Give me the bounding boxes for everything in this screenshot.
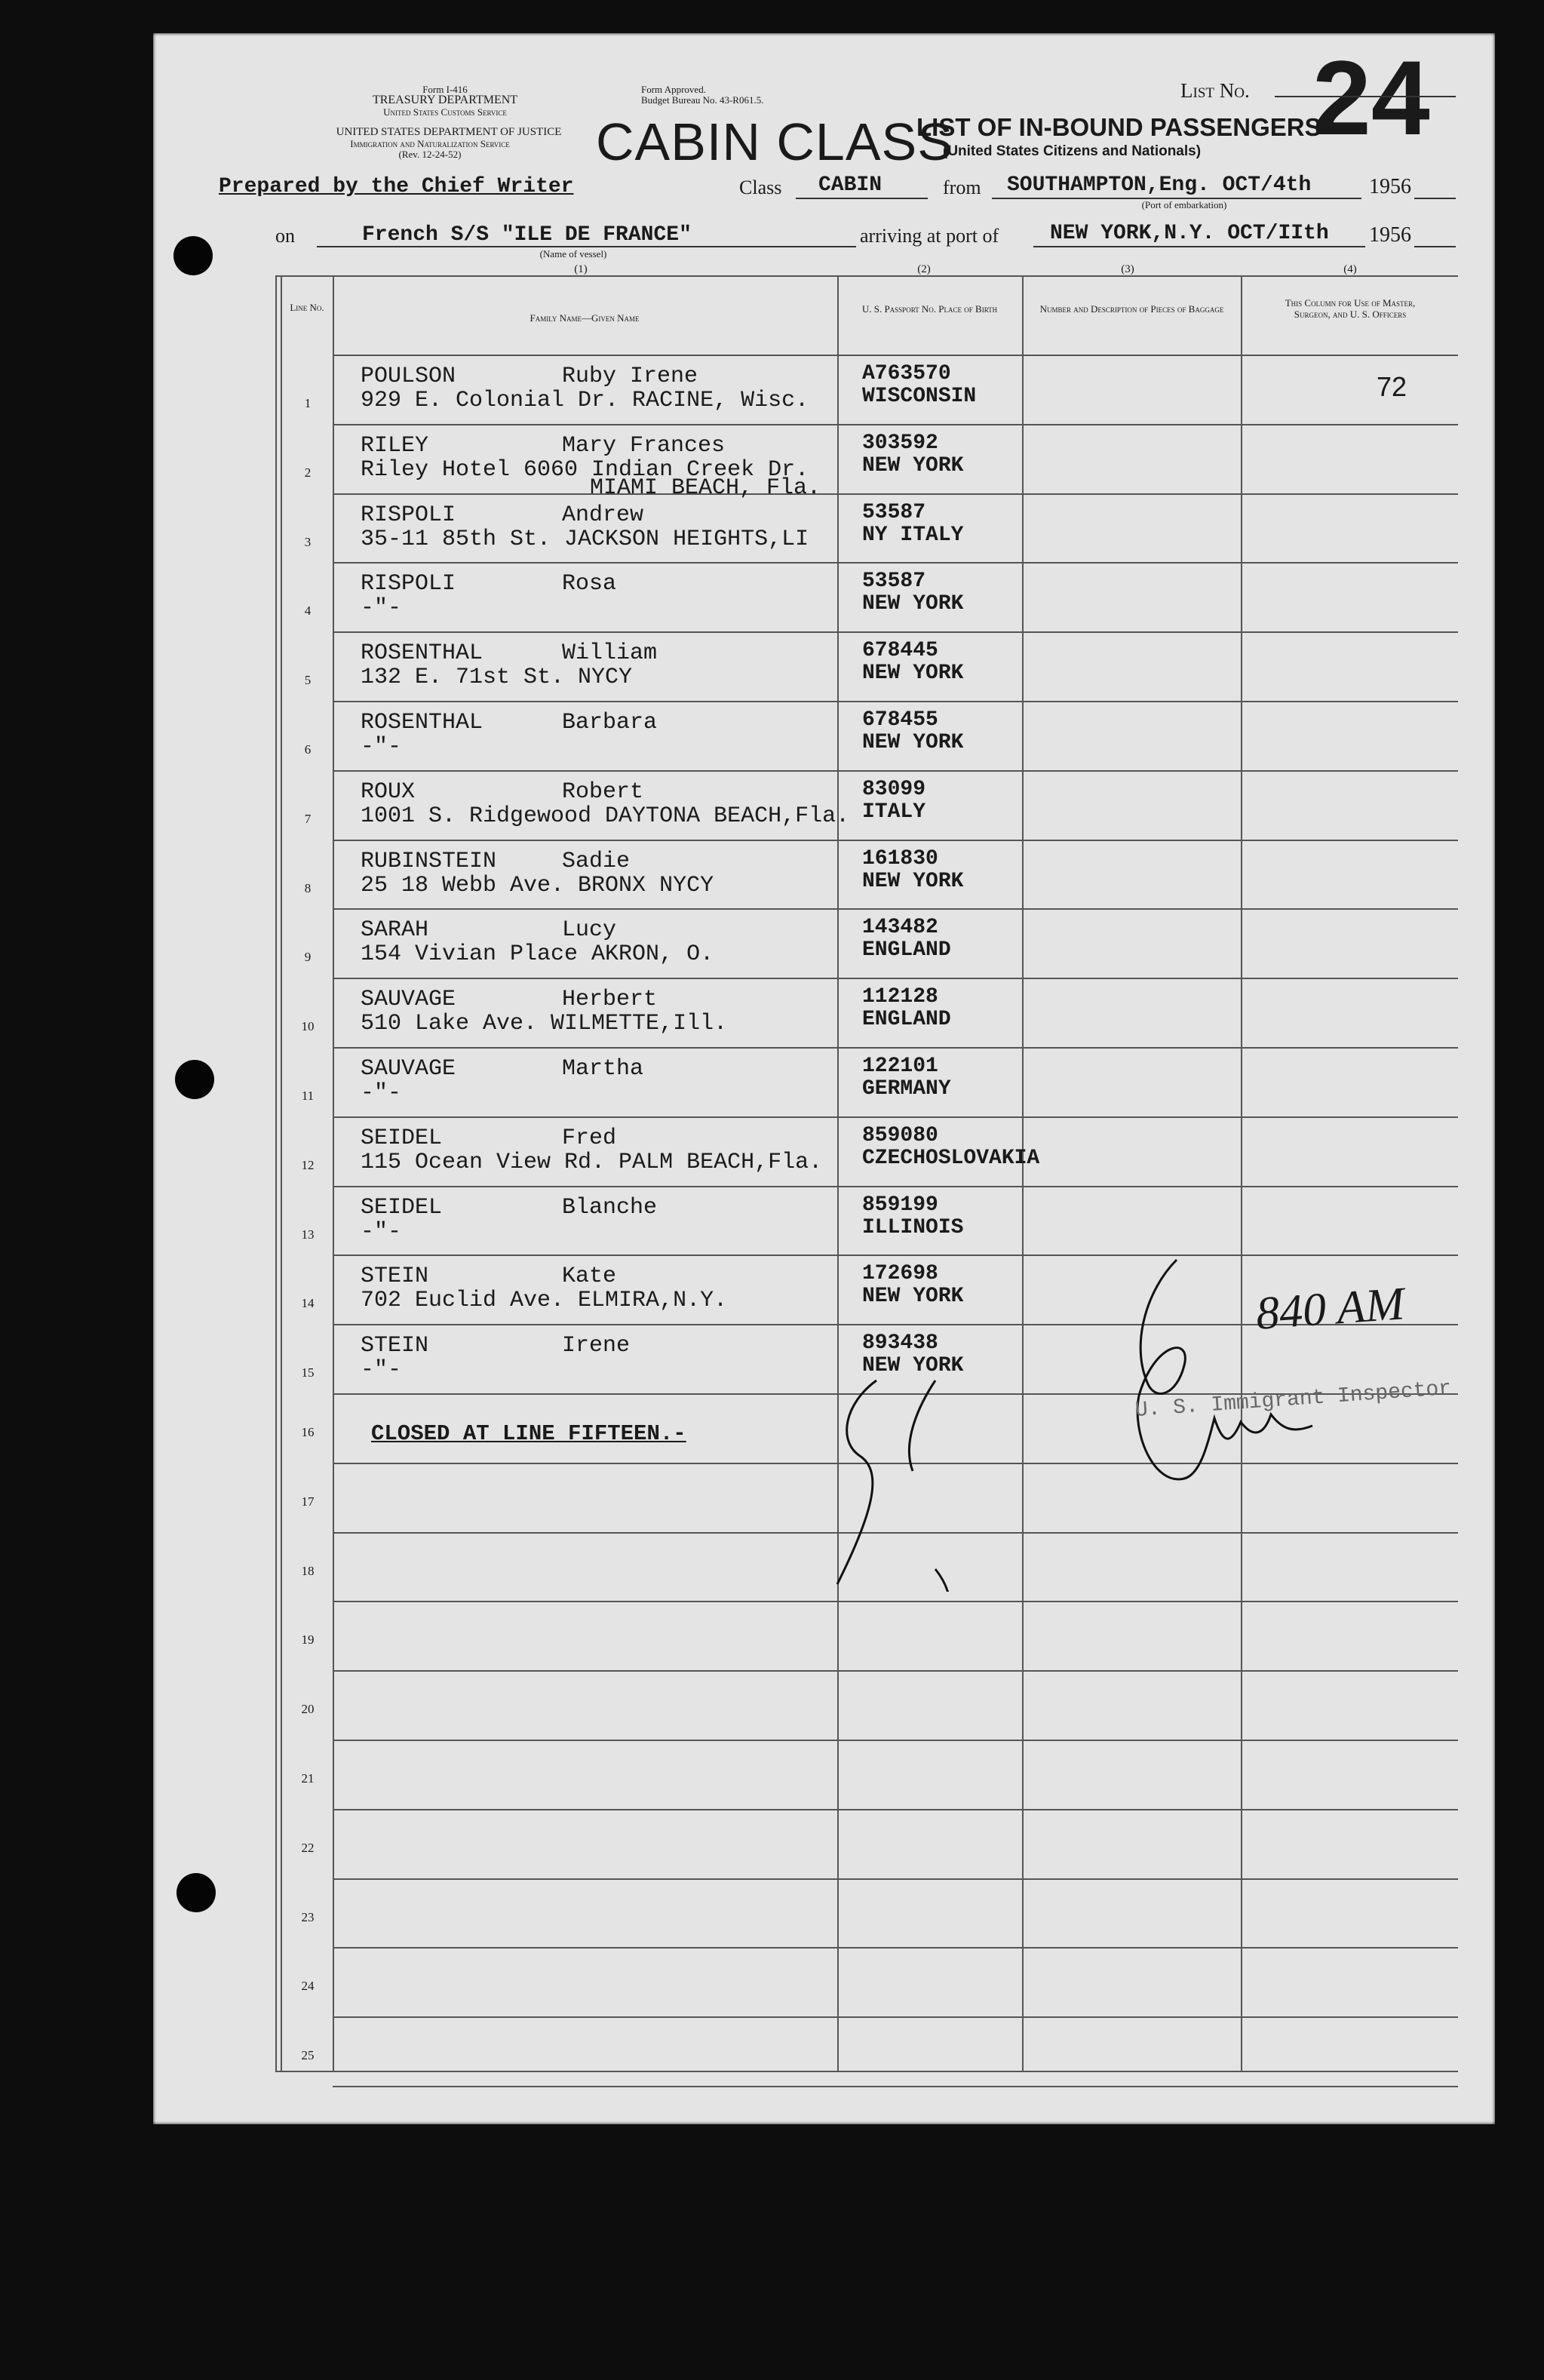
row-line <box>333 1809 1458 1810</box>
line-number: 5 <box>304 673 312 688</box>
family-name: RISPOLI <box>361 571 456 597</box>
place-of-birth: WISCONSIN <box>862 385 977 408</box>
line-number: 11 <box>301 1089 315 1103</box>
inspector-stamp: U. S. Immigrant Inspector <box>1134 1377 1453 1423</box>
col-divider-name <box>837 275 839 2071</box>
address: 510 Lake Ave. WILMETTE,Ill. <box>361 1011 728 1037</box>
line-number: 12 <box>301 1157 315 1172</box>
line-number: 17 <box>301 1494 315 1509</box>
list-title: LIST OF IN-BOUND PASSENGERS <box>916 113 1321 141</box>
line-number: 19 <box>301 1632 315 1648</box>
signature-mark <box>909 1380 935 1471</box>
row-line <box>333 424 1458 425</box>
row-line <box>333 1670 1458 1672</box>
passport-number: 678455 <box>862 708 938 732</box>
given-name: Mary Frances <box>562 432 726 459</box>
passport-number: 893438 <box>862 1331 938 1356</box>
address: 1001 S. Ridgewood DAYTONA BEACH,Fla. <box>361 803 850 829</box>
given-name: Kate <box>562 1264 617 1290</box>
col-divider-passport <box>1022 275 1024 2071</box>
place-of-birth: NEW YORK <box>862 662 964 686</box>
address: 929 E. Colonial Dr. RACINE, Wisc. <box>361 388 809 413</box>
family-name: SAUVAGE <box>361 987 456 1013</box>
table-bottom-border <box>275 2071 1458 2072</box>
family-name: ROSENTHAL <box>361 640 483 667</box>
check-mark <box>837 1380 876 1584</box>
place-of-birth: NY ITALY <box>862 523 964 547</box>
given-name: Barbara <box>562 710 658 735</box>
table-left-border-inner <box>281 275 282 2071</box>
row-line <box>333 1878 1458 1880</box>
budget-bureau: Budget Bureau No. 43-R061.5. <box>641 94 764 106</box>
row-line <box>333 1186 1458 1187</box>
class-line <box>796 198 928 199</box>
given-name: William <box>562 640 658 667</box>
punch-hole <box>177 1873 216 1912</box>
passport-number: 859080 <box>862 1123 938 1147</box>
row-line <box>333 1947 1458 1949</box>
place-of-birth: CZECHOSLOVAKIA <box>862 1146 1040 1170</box>
address-line-2: MIAMI BEACH, Fla. <box>590 474 821 501</box>
family-name: RISPOLI <box>361 502 456 528</box>
line-number: 8 <box>304 880 312 895</box>
col-divider-line-no <box>333 275 334 2071</box>
given-name: Herbert <box>562 987 658 1013</box>
list-number: 24 <box>1312 38 1430 157</box>
port-embark-label: (Port of embarkation) <box>1141 199 1227 210</box>
form-revision: (Rev. 12-24-52) <box>398 149 462 160</box>
punch-hole <box>175 1060 214 1099</box>
officer-note: 72 <box>1377 371 1407 402</box>
family-name: SEIDEL <box>361 1125 443 1151</box>
place-of-birth: NEW YORK <box>862 1354 964 1378</box>
header-line-no: Line No. <box>290 302 324 313</box>
passport-number: A763570 <box>862 362 951 385</box>
address: -"- <box>361 1357 402 1383</box>
class-value: CABIN <box>818 174 883 197</box>
given-name: Sadie <box>562 848 631 874</box>
row-line <box>333 1116 1458 1118</box>
header-officers: This Column for Use of Master, Surgeon, and U. S. Officers <box>1285 297 1416 320</box>
given-name: Martha <box>562 1056 644 1082</box>
passport-number: 161830 <box>862 846 938 871</box>
address: -"- <box>361 1218 402 1245</box>
place-of-birth: ILLINOIS <box>862 1215 964 1239</box>
year-1: 1956 <box>1369 175 1411 198</box>
line-number: 21 <box>301 1771 315 1786</box>
list-no-label: List No. <box>1180 79 1250 102</box>
line-number: 13 <box>301 1227 315 1242</box>
family-name: SARAH <box>361 917 429 944</box>
family-name: ROSENTHAL <box>361 710 483 735</box>
given-name: Robert <box>562 778 644 805</box>
address: -"- <box>361 1080 402 1106</box>
line-number: 25 <box>301 2048 315 2063</box>
header-passport: U. S. Passport No. Place of Birth <box>861 303 998 315</box>
address: 154 Vivian Place AKRON, O. <box>361 941 714 968</box>
vessel-line <box>317 246 856 247</box>
line-number: 6 <box>304 742 312 757</box>
row-line <box>333 701 1458 702</box>
inspection-time: 840 AM <box>1254 1278 1407 1340</box>
col-1-number: (1) <box>574 263 588 275</box>
given-name: Ruby Irene <box>562 364 698 389</box>
year-2: 1956 <box>1369 223 1411 247</box>
row-line <box>333 908 1458 910</box>
line-number: 10 <box>301 1019 315 1034</box>
on-label: on <box>275 225 295 247</box>
passport-number: 122101 <box>862 1055 938 1078</box>
vessel-label: (Name of vessel) <box>539 248 607 259</box>
manifest-page <box>153 33 1495 2124</box>
passport-number: 53587 <box>862 500 926 524</box>
line-number: 24 <box>301 1979 315 1994</box>
row-line <box>333 2016 1458 2018</box>
passport-number: 143482 <box>862 916 938 940</box>
place-of-birth: GERMANY <box>862 1077 951 1101</box>
family-name: SEIDEL <box>361 1194 443 1221</box>
line-number: 22 <box>301 1840 315 1855</box>
arriving-value: NEW YORK,N.Y. OCT/IIth <box>1050 222 1329 245</box>
address: 702 Euclid Ave. ELMIRA,N.Y. <box>361 1288 728 1314</box>
family-name: STEIN <box>361 1333 429 1359</box>
row-line <box>333 562 1458 564</box>
row-line <box>333 493 1458 495</box>
given-name: Rosa <box>562 571 617 597</box>
place-of-birth: NEW YORK <box>862 1285 964 1309</box>
line-number: 20 <box>301 1702 315 1717</box>
passport-number: 678445 <box>862 639 938 663</box>
arriving-line <box>1033 246 1365 247</box>
col-2-number: (2) <box>917 263 931 275</box>
customs-service: United States Customs Service <box>383 106 507 118</box>
vessel-name: French S/S "ILE DE FRANCE" <box>362 223 692 247</box>
row-line <box>333 840 1458 841</box>
passport-number: 83099 <box>862 777 926 801</box>
address: -"- <box>361 595 402 622</box>
from-label: from <box>943 177 981 198</box>
table-left-border <box>275 275 277 2071</box>
line-number: 1 <box>304 396 312 410</box>
form-approved: Form Approved. <box>641 84 706 95</box>
row-line <box>333 1601 1458 1602</box>
cabin-class-title: CABIN CLASS <box>596 112 953 171</box>
given-name: Fred <box>562 1125 617 1151</box>
address: 115 Ocean View Rd. PALM BEACH,Fla. <box>361 1149 823 1175</box>
closed-note: CLOSED AT LINE FIFTEEN.- <box>371 1421 686 1446</box>
row-line <box>333 770 1458 772</box>
place-of-birth: NEW YORK <box>862 869 964 893</box>
passport-number: 172698 <box>862 1262 938 1286</box>
line-number: 18 <box>301 1563 315 1578</box>
address: 35-11 85th St. JACKSON HEIGHTS,LI <box>361 526 809 552</box>
line-number: 7 <box>304 811 312 826</box>
family-name: SAUVAGE <box>361 1056 456 1082</box>
place-of-birth: NEW YORK <box>862 731 964 754</box>
year-2-line <box>1414 246 1456 247</box>
passport-number: 859199 <box>862 1193 938 1217</box>
address: 132 E. 71st St. NYCY <box>361 665 633 691</box>
col-3-number: (3) <box>1121 263 1134 275</box>
class-label: Class <box>739 177 782 198</box>
doj: UNITED STATES DEPARTMENT OF JUSTICE <box>336 126 562 138</box>
given-name: Andrew <box>562 502 644 528</box>
row-line <box>333 1740 1458 1741</box>
place-of-birth: NEW YORK <box>862 453 964 478</box>
line-number: 15 <box>301 1365 315 1380</box>
family-name: STEIN <box>361 1264 429 1290</box>
header-baggage: Number and Description of Pieces of Baggage <box>1039 303 1224 315</box>
line-number: 14 <box>301 1296 315 1311</box>
header-name: Family Name—Given Name <box>530 312 640 324</box>
arriving-label: arriving at port of <box>860 225 999 247</box>
from-value: SOUTHAMPTON,Eng. OCT/4th <box>1007 174 1312 197</box>
line-number: 9 <box>304 950 312 965</box>
check-stroke <box>830 1373 883 1592</box>
passport-number: 112128 <box>862 985 938 1009</box>
row-line <box>333 355 1458 356</box>
place-of-birth: ITALY <box>862 800 926 824</box>
year-1-line <box>1414 198 1456 199</box>
passport-number: 53587 <box>862 570 926 594</box>
row-line <box>333 1047 1458 1049</box>
place-of-birth: ENGLAND <box>862 938 951 963</box>
family-name: POULSON <box>361 364 456 389</box>
family-name: ROUX <box>361 778 416 805</box>
list-subtitle: (United States Citizens and Nationals) <box>943 143 1202 159</box>
line-number: 23 <box>301 1909 315 1924</box>
given-name: Irene <box>562 1333 631 1359</box>
address: 25 18 Webb Ave. BRONX NYCY <box>361 872 714 898</box>
row-line <box>333 978 1458 979</box>
table-top-border <box>275 275 1458 277</box>
given-name: Blanche <box>562 1194 658 1221</box>
form-number: Form I-416 <box>422 84 468 95</box>
punch-hole <box>173 236 213 275</box>
line-number: 4 <box>304 603 312 619</box>
given-name: Lucy <box>562 917 617 944</box>
passport-number: 303592 <box>862 431 938 455</box>
address: Riley Hotel 6060 Indian Creek Dr. <box>361 456 809 483</box>
prepared-by: Prepared by the Chief Writer <box>219 175 574 198</box>
signature-mark <box>928 1569 950 1592</box>
place-of-birth: ENGLAND <box>862 1008 951 1032</box>
row-line <box>333 631 1458 633</box>
ins: Immigration and Naturalization Service <box>350 138 510 149</box>
family-name: RILEY <box>361 432 429 459</box>
col-divider-baggage <box>1241 275 1242 2071</box>
family-name: RUBINSTEIN <box>361 848 497 874</box>
treasury-dept: TREASURY DEPARTMENT <box>372 94 518 106</box>
row-line <box>333 2086 1458 2087</box>
line-number: 2 <box>304 465 312 480</box>
address: -"- <box>361 734 402 760</box>
line-number: 3 <box>304 534 312 549</box>
place-of-birth: NEW YORK <box>862 592 964 616</box>
line-number: 16 <box>301 1425 315 1439</box>
col-4-number: (4) <box>1343 263 1357 275</box>
list-no-line <box>1275 96 1456 97</box>
